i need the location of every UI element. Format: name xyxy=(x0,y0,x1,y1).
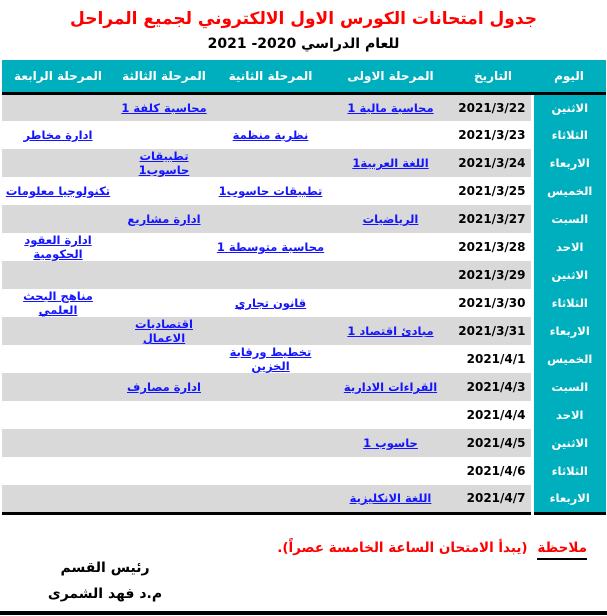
column-header-day: اليوم xyxy=(532,60,606,93)
subject-link[interactable]: محاسبة مالية 1 xyxy=(347,100,434,115)
subject-cell xyxy=(327,177,454,205)
subject-link[interactable]: تطبيقات حاسوب1 xyxy=(138,149,190,177)
exam-row xyxy=(2,317,606,345)
subject-cell xyxy=(114,401,214,429)
day-cell: الاثنين xyxy=(532,261,606,289)
signature-block xyxy=(30,555,180,607)
subject-link[interactable]: حاسوب 1 xyxy=(363,436,418,450)
exam-row xyxy=(2,121,606,149)
subject-cell xyxy=(214,345,327,373)
exam-table xyxy=(2,60,606,515)
date-cell: 2021/3/24 xyxy=(454,149,532,177)
subject-cell xyxy=(114,121,214,149)
date-cell: 2021/3/28 xyxy=(454,233,532,261)
exam-row xyxy=(2,345,606,373)
day-cell: الثلاثاء xyxy=(532,121,606,149)
subject-cell xyxy=(114,317,214,345)
subject-cell xyxy=(214,429,327,457)
subject-link[interactable]: محاسبة متوسطة 1 xyxy=(216,240,325,254)
subject-cell xyxy=(114,93,214,121)
exam-row xyxy=(2,485,606,513)
date-cell: 2021/4/5 xyxy=(454,429,532,457)
exam-row xyxy=(2,261,606,289)
subject-cell xyxy=(2,345,114,373)
day-cell: الاثنين xyxy=(532,93,606,121)
column-header-stage4: المرحلة الرابعة xyxy=(2,60,114,93)
subject-link[interactable]: تكنولوجيا معلومات xyxy=(5,184,111,198)
subject-cell xyxy=(2,429,114,457)
subject-cell xyxy=(327,401,454,429)
exam-row xyxy=(2,373,606,401)
exam-row xyxy=(2,289,606,317)
subject-cell xyxy=(214,485,327,513)
subject-cell xyxy=(2,485,114,513)
subject-cell xyxy=(2,289,114,317)
exam-row xyxy=(2,233,606,261)
subject-cell xyxy=(2,233,114,261)
day-cell: الاحد xyxy=(532,401,606,429)
subject-cell xyxy=(327,93,454,121)
signature-role: رئيس القسم xyxy=(60,560,150,576)
subject-cell xyxy=(114,345,214,373)
subject-cell xyxy=(214,93,327,121)
day-cell: الخميس xyxy=(532,177,606,205)
subject-cell xyxy=(327,345,454,373)
subject-cell xyxy=(114,149,214,177)
subject-cell xyxy=(2,373,114,401)
exam-row xyxy=(2,429,606,457)
note-text: (يبدأ الامتحان الساعة الخامسة عصراً). xyxy=(277,539,528,556)
subject-cell xyxy=(214,233,327,261)
subject-link[interactable]: نظرية منظمة xyxy=(232,128,309,142)
subject-link[interactable]: تطبيقات حاسوب1 xyxy=(218,184,323,198)
subject-cell xyxy=(327,429,454,457)
subject-link[interactable]: اللغة العربية1 xyxy=(352,156,429,170)
subject-cell xyxy=(327,457,454,485)
exam-row xyxy=(2,457,606,485)
subject-cell xyxy=(327,205,454,233)
subject-link[interactable]: اقتصاديات الاعمال xyxy=(135,317,193,345)
subject-cell xyxy=(2,317,114,345)
subject-cell xyxy=(327,373,454,401)
subject-cell xyxy=(114,177,214,205)
subject-cell xyxy=(114,457,214,485)
page-title: جدول امتحانات الكورس الاول الالكتروني لجميع المراحل xyxy=(70,9,537,29)
day-cell: الثلاثاء xyxy=(532,457,606,485)
subject-cell xyxy=(2,457,114,485)
date-cell: 2021/4/1 xyxy=(454,345,532,373)
subject-cell xyxy=(114,429,214,457)
subject-cell xyxy=(327,289,454,317)
day-cell: الخميس xyxy=(532,345,606,373)
subject-cell xyxy=(214,317,327,345)
date-cell: 2021/3/22 xyxy=(454,93,532,121)
subject-link[interactable]: مناهج البحث العلمي xyxy=(23,289,93,317)
date-cell: 2021/4/4 xyxy=(454,401,532,429)
date-cell: 2021/3/30 xyxy=(454,289,532,317)
subject-cell xyxy=(214,121,327,149)
subject-cell xyxy=(2,401,114,429)
subject-cell xyxy=(114,261,214,289)
column-header-stage2: المرحلة الثانية xyxy=(214,60,327,93)
subject-link[interactable]: القراءات الادارية xyxy=(343,380,438,394)
day-cell: السبت xyxy=(532,373,606,401)
bottom-rule xyxy=(0,611,607,615)
subject-cell xyxy=(2,93,114,121)
subject-link[interactable]: تخطيط ورقابة الخزين xyxy=(229,345,312,373)
date-cell: 2021/4/3 xyxy=(454,373,532,401)
day-cell: الاربعاء xyxy=(532,149,606,177)
subject-cell xyxy=(2,261,114,289)
column-header-stage1: المرحلة الاولى xyxy=(327,60,454,93)
subject-cell xyxy=(2,121,114,149)
date-cell: 2021/3/29 xyxy=(454,261,532,289)
subject-cell xyxy=(214,177,327,205)
subject-cell xyxy=(214,401,327,429)
subject-link[interactable]: محاسبة كلفة 1 xyxy=(121,100,207,115)
date-cell: 2021/4/6 xyxy=(454,457,532,485)
date-cell: 2021/3/27 xyxy=(454,205,532,233)
subject-cell xyxy=(327,317,454,345)
subject-cell xyxy=(214,373,327,401)
subject-link[interactable]: ادارة مشاريع xyxy=(127,212,201,226)
subject-cell xyxy=(327,149,454,177)
date-cell: 2021/4/7 xyxy=(454,485,532,513)
subject-cell xyxy=(327,261,454,289)
exam-row xyxy=(2,177,606,205)
subject-cell xyxy=(327,485,454,513)
note-label: ملاحظة xyxy=(537,540,587,560)
exam-row xyxy=(2,205,606,233)
subject-cell xyxy=(2,149,114,177)
subject-link[interactable]: الرياضيات xyxy=(362,212,419,226)
day-cell: الاحد xyxy=(532,233,606,261)
subject-cell xyxy=(114,485,214,513)
signature-name: م.د فهد الشمرى xyxy=(47,586,163,602)
subject-cell xyxy=(214,205,327,233)
subject-link[interactable]: اللغة الانكليزية xyxy=(349,491,432,506)
page-subtitle: للعام الدراسي 2020- 2021 xyxy=(207,36,400,52)
subject-cell xyxy=(114,233,214,261)
subject-cell xyxy=(114,373,214,401)
date-cell: 2021/3/25 xyxy=(454,177,532,205)
subject-link[interactable]: ادارة مخاطر xyxy=(23,128,93,142)
subject-link[interactable]: ادارة مصارف xyxy=(127,380,201,394)
subject-cell xyxy=(214,457,327,485)
subject-cell xyxy=(214,261,327,289)
exam-row xyxy=(2,401,606,429)
subject-cell xyxy=(2,177,114,205)
subject-cell xyxy=(214,289,327,317)
subject-cell xyxy=(2,205,114,233)
subject-cell xyxy=(327,233,454,261)
exam-row xyxy=(2,93,606,121)
date-cell: 2021/3/31 xyxy=(454,317,532,345)
subject-link[interactable]: ادارة العقود الحكومية xyxy=(24,233,92,261)
column-header-date: التاريخ xyxy=(454,60,532,93)
subject-cell xyxy=(214,149,327,177)
day-cell: الثلاثاء xyxy=(532,289,606,317)
subject-cell xyxy=(114,289,214,317)
date-cell: 2021/3/23 xyxy=(454,121,532,149)
subject-link[interactable]: مبادئ اقتصاد 1 xyxy=(347,324,434,338)
day-cell: الاثنين xyxy=(532,429,606,457)
header-row xyxy=(2,60,606,93)
column-header-stage3: المرحلة الثالثة xyxy=(114,60,214,93)
day-cell: الاربعاء xyxy=(532,485,606,513)
subject-cell xyxy=(114,205,214,233)
subject-link[interactable]: قانون تجاري xyxy=(234,296,307,310)
exam-row xyxy=(2,149,606,177)
subject-cell xyxy=(327,121,454,149)
day-cell: السبت xyxy=(532,205,606,233)
exam-table-body xyxy=(2,93,606,513)
day-cell: الاربعاء xyxy=(532,317,606,345)
